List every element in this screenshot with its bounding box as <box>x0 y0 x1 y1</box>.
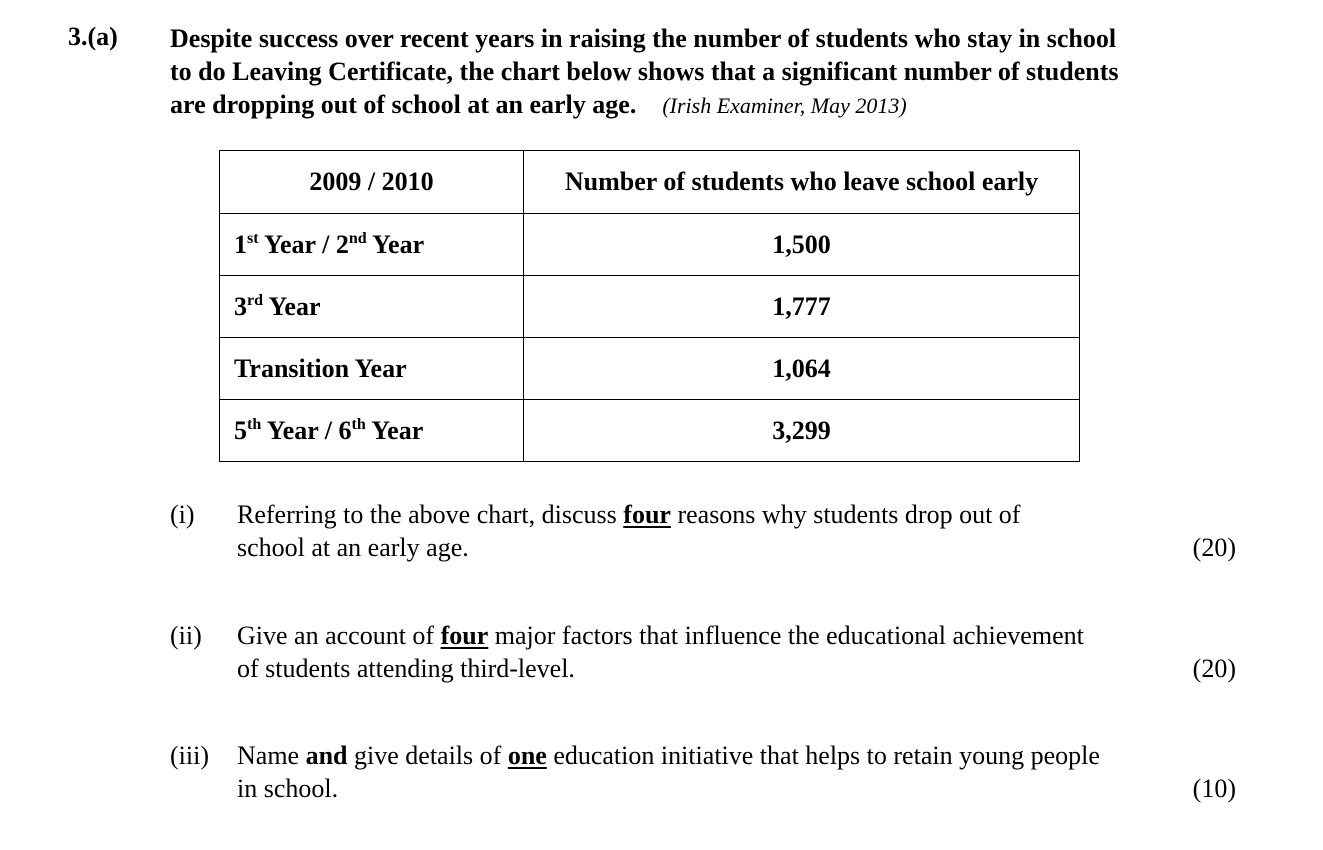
intro-line-1: Despite success over recent years in raising the number of students who stay in school <box>170 24 1117 53</box>
source-citation: (Irish Examiner, May 2013) <box>662 93 907 118</box>
part-line-1 <box>237 739 1240 772</box>
table-header-row <box>220 151 1080 214</box>
table-row <box>220 400 1080 462</box>
part-label: (i) <box>170 500 195 529</box>
row-value: 3,299 <box>524 400 1080 462</box>
part-line-1 <box>237 619 1240 652</box>
marks: (20) <box>1192 533 1236 562</box>
part-text <box>237 739 1240 805</box>
dropout-table <box>219 150 1080 462</box>
intro-line-2: to do Leaving Certificate, the chart below shows that a significant number of students <box>170 57 1119 86</box>
ordinal-suffix: th <box>247 415 262 433</box>
row-value: 1,777 <box>524 276 1080 338</box>
part-label: (iii) <box>170 741 209 770</box>
text-post: major factors that influence the educational achievement <box>488 621 1084 650</box>
year-num: 3 <box>234 291 247 321</box>
part-line-2: of students attending third-level. <box>237 654 575 683</box>
row-value: 1,500 <box>524 214 1080 276</box>
part-line-2: in school. <box>237 774 339 803</box>
emphasis-word: four <box>623 500 671 529</box>
header-year: 2009 / 2010 <box>220 151 524 214</box>
part-line-1 <box>237 498 1240 531</box>
row-label <box>220 400 524 462</box>
text-post: reasons why students drop out of <box>670 500 1021 529</box>
intro-line-3 <box>170 88 1250 122</box>
year-end: Year <box>263 291 321 321</box>
ordinal-suffix: nd <box>348 229 367 247</box>
year-num: 1 <box>234 229 247 259</box>
intro-line-3-text: are dropping out of school at an early age. <box>170 90 637 119</box>
row-label <box>220 214 524 276</box>
table-row <box>220 338 1080 400</box>
text-mid: give details of <box>347 741 508 770</box>
ordinal-suffix: th <box>351 415 366 433</box>
part-text <box>237 498 1240 564</box>
year-num: 5 <box>234 415 247 445</box>
bold-word: and <box>305 741 348 770</box>
question-number: 3.(a) <box>68 22 118 51</box>
text-pre: Name <box>237 741 306 770</box>
text-pre: Give an account of <box>237 621 441 650</box>
marks: (20) <box>1192 654 1236 683</box>
header-count: Number of students who leave school early <box>524 151 1080 214</box>
year-end: Year <box>365 415 424 445</box>
table-row <box>220 214 1080 276</box>
year-mid: Year / 6 <box>261 415 352 445</box>
year-mid: Year / 2 <box>258 229 349 259</box>
part-iii <box>170 739 1240 805</box>
ordinal-suffix: rd <box>247 291 263 309</box>
question-intro <box>170 22 1250 122</box>
part-label: (ii) <box>170 621 202 650</box>
part-ii <box>170 619 1240 685</box>
emphasis-word: one <box>507 741 547 770</box>
table-row <box>220 276 1080 338</box>
row-label <box>220 276 524 338</box>
text-pre: Referring to the above chart, discuss <box>237 500 624 529</box>
part-i <box>170 498 1240 564</box>
ordinal-suffix: st <box>247 229 259 247</box>
part-text <box>237 619 1240 685</box>
year-end: Year <box>366 229 425 259</box>
part-line-2: school at an early age. <box>237 533 469 562</box>
emphasis-word: four <box>440 621 489 650</box>
text-post: education initiative that helps to retain young people <box>546 741 1100 770</box>
marks: (10) <box>1192 774 1236 803</box>
row-value: 1,064 <box>524 338 1080 400</box>
row-label: Transition Year <box>220 338 524 400</box>
